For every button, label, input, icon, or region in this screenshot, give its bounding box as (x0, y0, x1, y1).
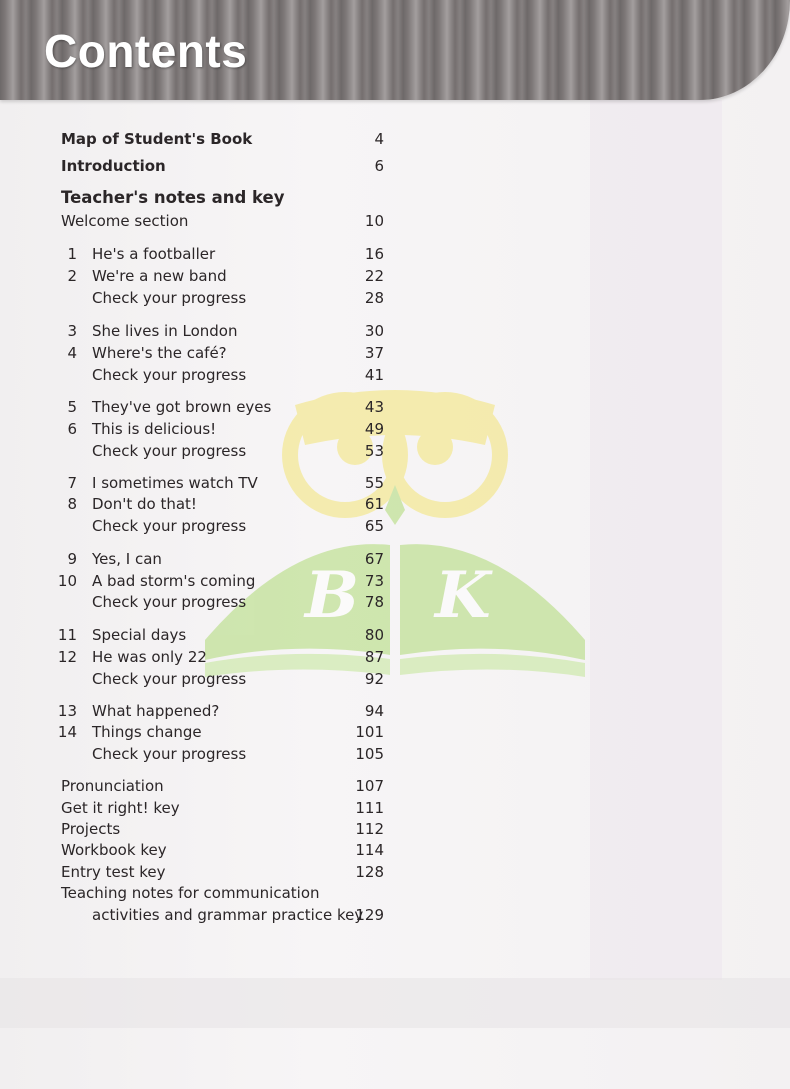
unit-number: 2 (67, 267, 77, 285)
unit-number: 3 (67, 322, 77, 340)
toc-label: She lives in London (92, 322, 238, 340)
unit-number: 13 (57, 702, 77, 720)
toc-page-number: 67 (364, 550, 384, 568)
toc-page-number: 73 (364, 572, 384, 590)
toc-page-number: 53 (364, 442, 384, 460)
toc-label: Check your progress (92, 745, 247, 763)
toc-page-number: 10 (364, 212, 384, 230)
section-title: Teacher's notes and key (61, 188, 285, 207)
toc-page-number: 22 (364, 267, 384, 285)
toc-label: Check your progress (92, 670, 247, 688)
unit-number: 12 (57, 648, 77, 666)
toc-page-number: 28 (364, 289, 384, 307)
toc-label: Yes, I can (92, 550, 162, 568)
toc-page-number: 41 (364, 366, 384, 384)
toc-page-number: 92 (364, 670, 384, 688)
toc-page-number: 4 (374, 130, 384, 148)
unit-number: 11 (57, 626, 77, 644)
toc-page-number: 128 (355, 863, 384, 881)
watermark-letter-k: K (435, 558, 491, 633)
unit-number: 6 (67, 420, 77, 438)
toc-page-number: 87 (364, 648, 384, 666)
toc-page-number: 107 (355, 777, 384, 795)
toc-label: A bad storm's coming (92, 572, 256, 590)
toc-page-number: 105 (355, 745, 384, 763)
toc-label: Check your progress (92, 517, 247, 535)
toc-label: Projects (61, 820, 121, 838)
toc-page-number: 65 (364, 517, 384, 535)
toc-label: Things change (92, 723, 202, 741)
toc-label: Don't do that! (92, 495, 197, 513)
toc-page-number: 55 (364, 474, 384, 492)
toc-label: activities and grammar practice key (92, 906, 364, 924)
toc-page-number: 30 (364, 322, 384, 340)
toc-label: Check your progress (92, 593, 247, 611)
toc-label: I sometimes watch TV (92, 474, 258, 492)
toc-label: Map of Student's Book (61, 130, 253, 148)
toc-label: Where's the café? (92, 344, 227, 362)
toc-page-number: 61 (364, 495, 384, 513)
toc-label: Get it right! key (61, 799, 180, 817)
toc-label: This is delicious! (92, 420, 217, 438)
toc-page-number: 111 (355, 799, 384, 817)
toc-label: Welcome section (61, 212, 189, 230)
toc-label: He's a footballer (92, 245, 216, 263)
toc-page-number: 114 (355, 841, 384, 859)
toc-label: He was only 22 (92, 648, 207, 666)
watermark-letter-b: B (305, 558, 360, 633)
toc-label: We're a new band (92, 267, 227, 285)
toc-label: Check your progress (92, 289, 247, 307)
toc-page-number: 6 (374, 157, 384, 175)
toc-label: Pronunciation (61, 777, 164, 795)
unit-number: 1 (67, 245, 77, 263)
toc-label: What happened? (92, 702, 220, 720)
toc-page-number: 129 (355, 906, 384, 924)
toc-label: Special days (92, 626, 187, 644)
unit-number: 5 (67, 398, 77, 416)
toc-label: Entry test key (61, 863, 166, 881)
toc-label: Introduction (61, 157, 166, 175)
page-title: Contents (44, 25, 248, 77)
unit-number: 10 (57, 572, 77, 590)
toc-label: They've got brown eyes (92, 398, 272, 416)
toc-page-number: 37 (364, 344, 384, 362)
toc-page-number: 16 (364, 245, 384, 263)
unit-number: 14 (57, 723, 77, 741)
toc-label: Check your progress (92, 366, 247, 384)
toc-page-number: 78 (364, 593, 384, 611)
toc-label: Teaching notes for communication (61, 884, 320, 902)
toc-page-number: 112 (355, 820, 384, 838)
unit-number: 4 (67, 344, 77, 362)
toc-page-number: 49 (364, 420, 384, 438)
unit-number: 8 (67, 495, 77, 513)
unit-number: 9 (67, 550, 77, 568)
toc-label: Check your progress (92, 442, 247, 460)
toc-page-number: 43 (364, 398, 384, 416)
toc-page-number: 80 (364, 626, 384, 644)
toc-page-number: 94 (364, 702, 384, 720)
toc-label: Workbook key (61, 841, 167, 859)
toc-page-number: 101 (355, 723, 384, 741)
unit-number: 7 (67, 474, 77, 492)
